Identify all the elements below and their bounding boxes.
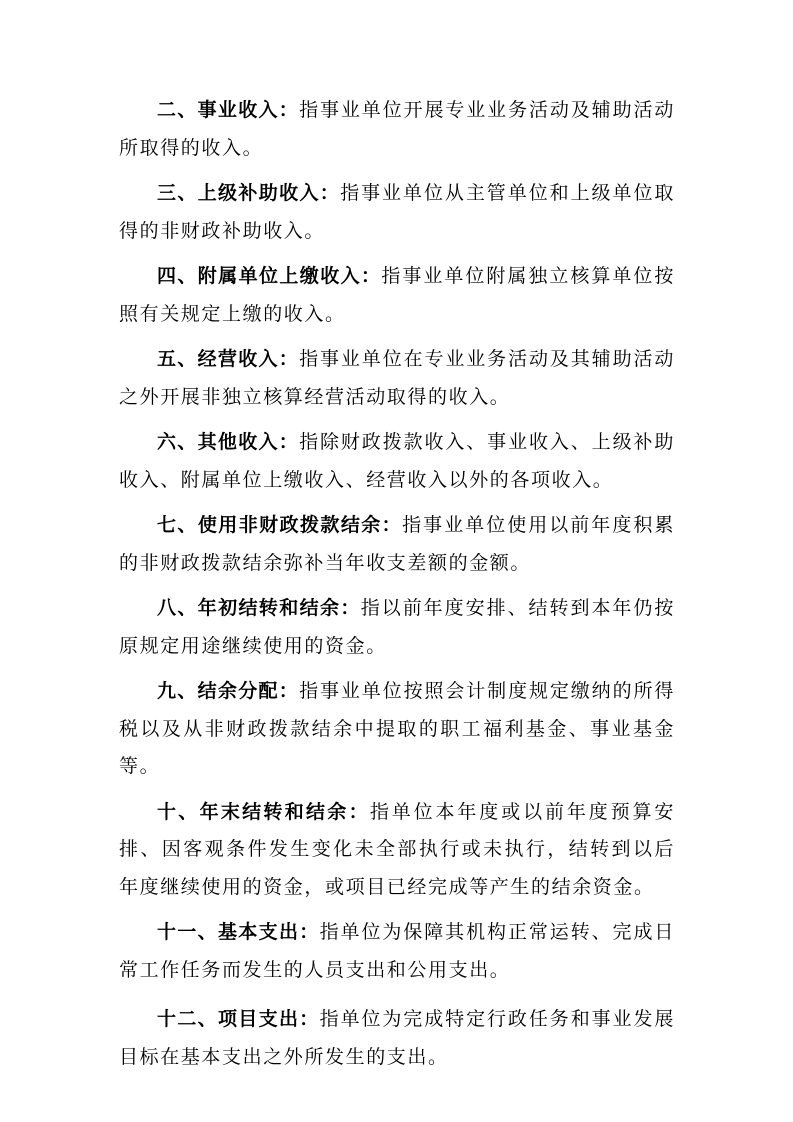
definition-item (119, 92, 675, 167)
definition-item (119, 507, 675, 582)
definition-item (119, 794, 675, 907)
definition-term: 五、经营收入： (157, 348, 300, 370)
definition-term: 二、事业收入： (157, 99, 300, 121)
definition-term: 十二、项目支出： (157, 1008, 320, 1030)
definition-text: 指事业单位从主管单位和上级单位取得的非财政补助收入。 (119, 182, 675, 242)
definitions-list (119, 92, 675, 1084)
definition-item (119, 424, 675, 499)
definition-text: 指事业单位开展专业业务活动及辅助活动所取得的收入。 (119, 99, 675, 159)
definition-text: 指单位本年度或以前年度预算安排、因客观条件发生变化未全部执行或未执行，结转到以后年度继续使用的资金，或项目已经完成等产生的结余资金。 (119, 800, 675, 898)
definition-term: 四、附属单位上缴收入： (157, 265, 382, 287)
definition-text: 指以前年度安排、结转到本年仍按原规定用途继续使用的资金。 (119, 597, 675, 657)
definition-text: 指事业单位附属独立核算单位按照有关规定上缴的收入。 (119, 265, 675, 325)
definition-item (119, 590, 675, 665)
definition-term: 六、其他收入： (157, 431, 300, 453)
definition-term: 七、使用非财政拨款结余： (157, 514, 403, 536)
definition-text: 指事业单位在专业业务活动及其辅助活动之外开展非独立核算经营活动取得的收入。 (119, 348, 675, 408)
definition-item (119, 673, 675, 786)
definition-term: 十一、基本支出： (157, 921, 320, 943)
definition-term: 八、年初结转和结余： (157, 597, 361, 619)
definition-item (119, 175, 675, 250)
definition-text: 指单位为完成特定行政任务和事业发展目标在基本支出之外所发生的支出。 (119, 1008, 675, 1068)
definition-item (119, 914, 675, 989)
definition-item (119, 1001, 675, 1076)
definition-text: 指单位为保障其机构正常运转、完成日常工作任务而发生的人员支出和公用支出。 (119, 921, 675, 981)
definition-term: 三、上级补助收入： (157, 182, 341, 204)
definition-item (119, 258, 675, 333)
definition-text: 指事业单位使用以前年度积累的非财政拨款结余弥补当年收支差额的金额。 (119, 514, 675, 574)
definition-text: 指事业单位按照会计制度规定缴纳的所得税以及从非财政拨款结余中提取的职工福利基金、事业基金等。 (119, 680, 675, 777)
definition-item (119, 341, 675, 416)
definition-text: 指除财政拨款收入、事业收入、上级补助收入、附属单位上缴收入、经营收入以外的各项收入。 (119, 431, 675, 491)
definition-term: 十、年末结转和结余： (157, 800, 370, 823)
definition-term: 九、结余分配： (157, 680, 300, 702)
